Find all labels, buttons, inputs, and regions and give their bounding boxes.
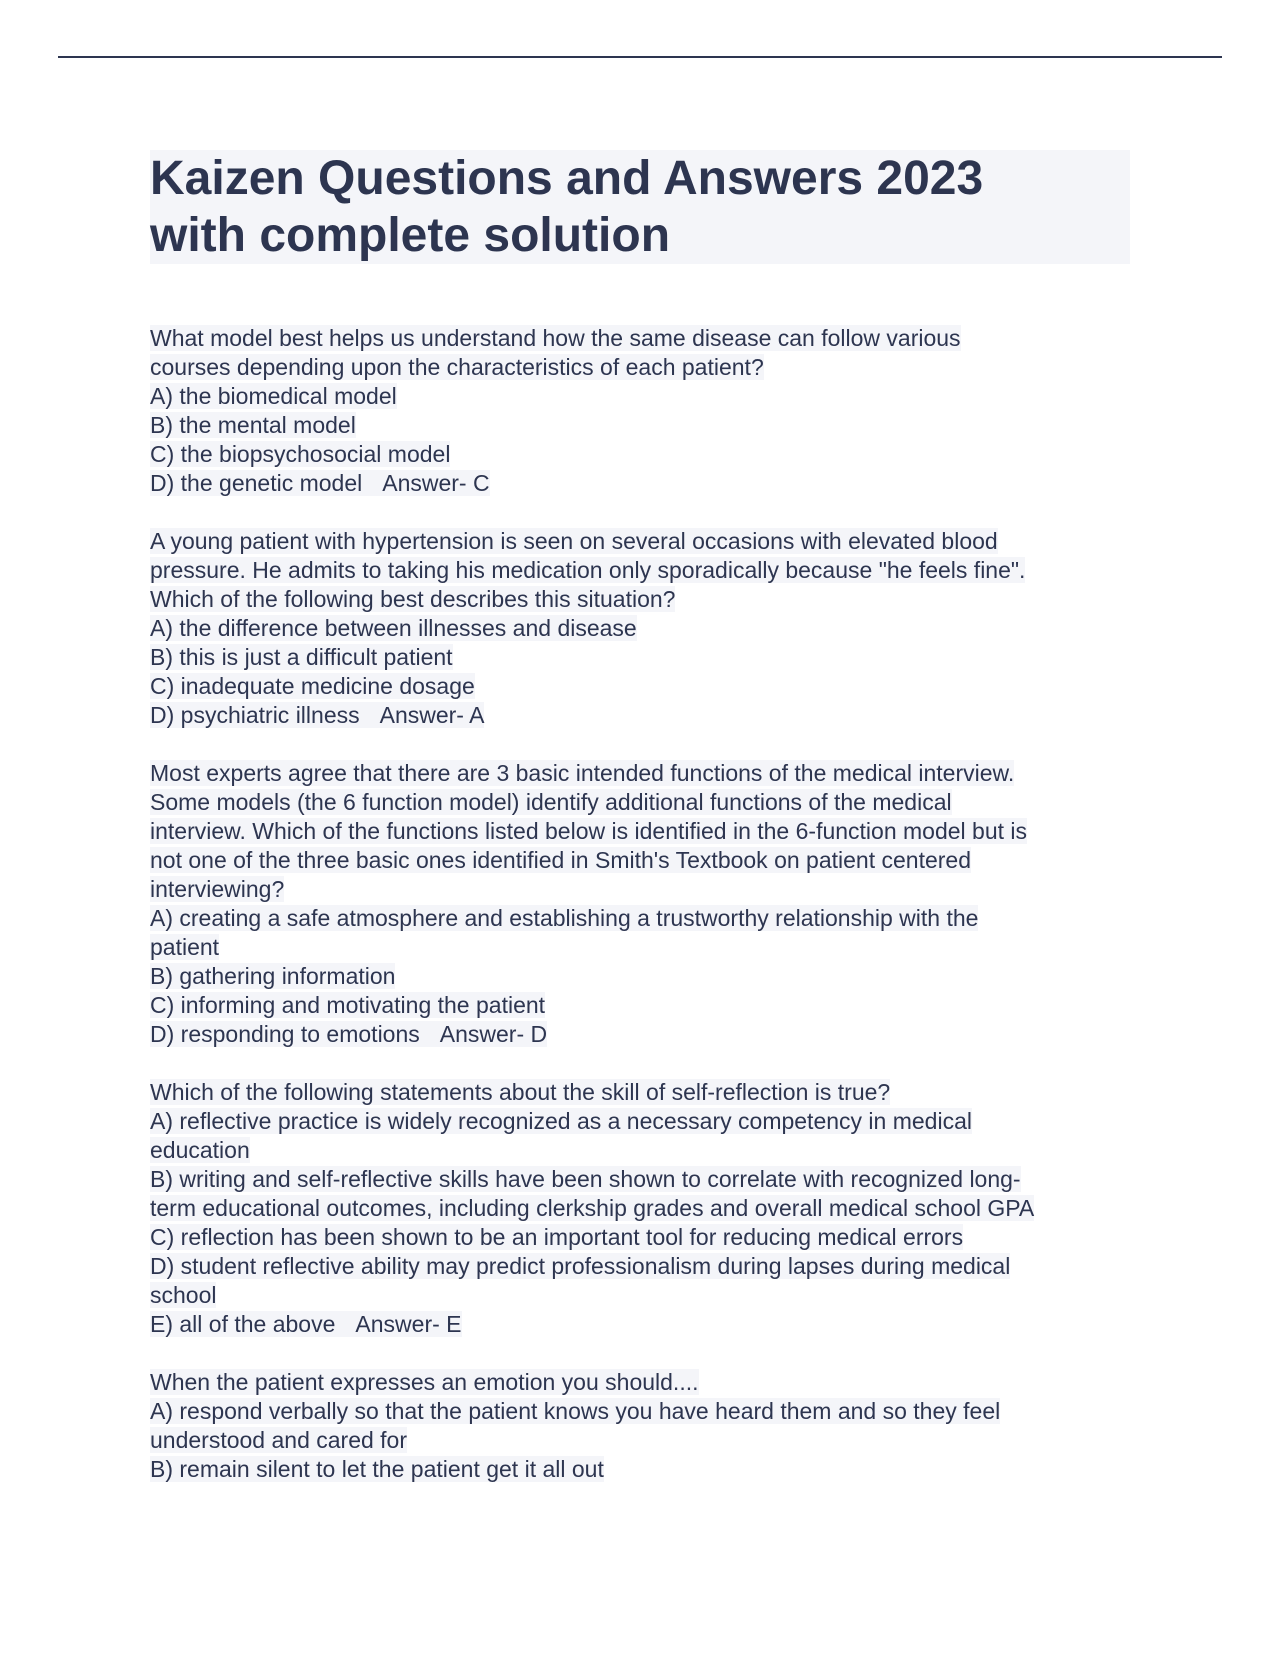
question-block-3 xyxy=(150,759,1130,1049)
question-4-line-1: Which of the following statements about the skill of self-reflection is true? xyxy=(150,1079,891,1105)
document-title xyxy=(150,150,1130,264)
question-4-answer: Answer- E xyxy=(355,1311,462,1337)
question-2-line-1: A young patient with hypertension is seen on several occasions with elevated blood xyxy=(150,528,998,554)
question-3-option-b: B) gathering information xyxy=(150,963,396,989)
question-2-answer: Answer- A xyxy=(379,702,485,728)
question-4-option-b: B) writing and self-reflective skills have been shown to correlate with recognized long- xyxy=(150,1166,1021,1192)
question-1-line-1: What model best helps us understand how the same disease can follow various xyxy=(150,325,961,351)
question-list xyxy=(150,324,1130,1484)
question-3-option-c: C) informing and motivating the patient xyxy=(150,992,546,1018)
question-5-line-1: When the patient expresses an emotion you should.... xyxy=(150,1369,699,1395)
question-1-option-c: C) the biopsychosocial model xyxy=(150,441,451,467)
question-5-option-a: A) respond verbally so that the patient knows you have heard them and so they feel xyxy=(150,1398,1001,1424)
question-5-option-a-cont: understood and cared for xyxy=(150,1427,408,1453)
question-4-option-e: E) all of the above xyxy=(150,1311,336,1337)
question-2-option-c: C) inadequate medicine dosage xyxy=(150,673,475,699)
question-block-5 xyxy=(150,1368,1130,1484)
question-1-answer: Answer- C xyxy=(382,470,490,496)
question-3-option-d: D) responding to emotions xyxy=(150,1021,420,1047)
question-block-1 xyxy=(150,324,1130,498)
question-4-option-d-cont: school xyxy=(150,1282,217,1308)
question-3-line-3: interview. Which of the functions listed below is identified in the 6-function model but is xyxy=(150,818,1028,844)
question-5-option-b: B) remain silent to let the patient get it all out xyxy=(150,1456,604,1482)
question-block-4 xyxy=(150,1078,1130,1339)
header-rule xyxy=(58,56,1222,58)
question-4-option-a-cont: education xyxy=(150,1137,250,1163)
title-line-1: Kaizen Questions and Answers 2023 xyxy=(150,152,984,205)
question-3-line-5: interviewing? xyxy=(150,876,285,902)
question-2-option-b: B) this is just a difficult patient xyxy=(150,644,453,670)
question-1-option-a: A) the biomedical model xyxy=(150,383,397,409)
question-1-option-b: B) the mental model xyxy=(150,412,356,438)
question-3-option-a: A) creating a safe atmosphere and establishing a trustworthy relationship with the xyxy=(150,905,979,931)
question-2-option-d: D) psychiatric illness xyxy=(150,702,360,728)
question-1-line-2: courses depending upon the characteristics of each patient? xyxy=(150,354,764,380)
question-3-line-4: not one of the three basic ones identified in Smith's Textbook on patient centered xyxy=(150,847,972,873)
question-4-option-c: C) reflection has been shown to be an important tool for reducing medical errors xyxy=(150,1224,964,1250)
question-block-2 xyxy=(150,527,1130,730)
question-2-line-3: Which of the following best describes this situation? xyxy=(150,586,676,612)
question-3-line-1: Most experts agree that there are 3 basic intended functions of the medical interview. xyxy=(150,760,1015,786)
question-4-option-b-cont: term educational outcomes, including clerkship grades and overall medical school GPA xyxy=(150,1195,1035,1221)
document-body xyxy=(150,150,1130,1513)
title-line-2: with complete solution xyxy=(150,209,671,262)
question-4-option-a: A) reflective practice is widely recognized as a necessary competency in medical xyxy=(150,1108,972,1134)
question-2-line-2: pressure. He admits to taking his medication only sporadically because "he feels fine". xyxy=(150,557,1026,583)
question-4-option-d: D) student reflective ability may predict professionalism during lapses during medical xyxy=(150,1253,1011,1279)
question-1-option-d: D) the genetic model xyxy=(150,470,363,496)
question-2-option-a: A) the difference between illnesses and disease xyxy=(150,615,637,641)
question-3-answer: Answer- D xyxy=(439,1021,548,1047)
question-3-option-a-cont: patient xyxy=(150,934,220,960)
question-3-line-2: Some models (the 6 function model) identify additional functions of the medical xyxy=(150,789,952,815)
